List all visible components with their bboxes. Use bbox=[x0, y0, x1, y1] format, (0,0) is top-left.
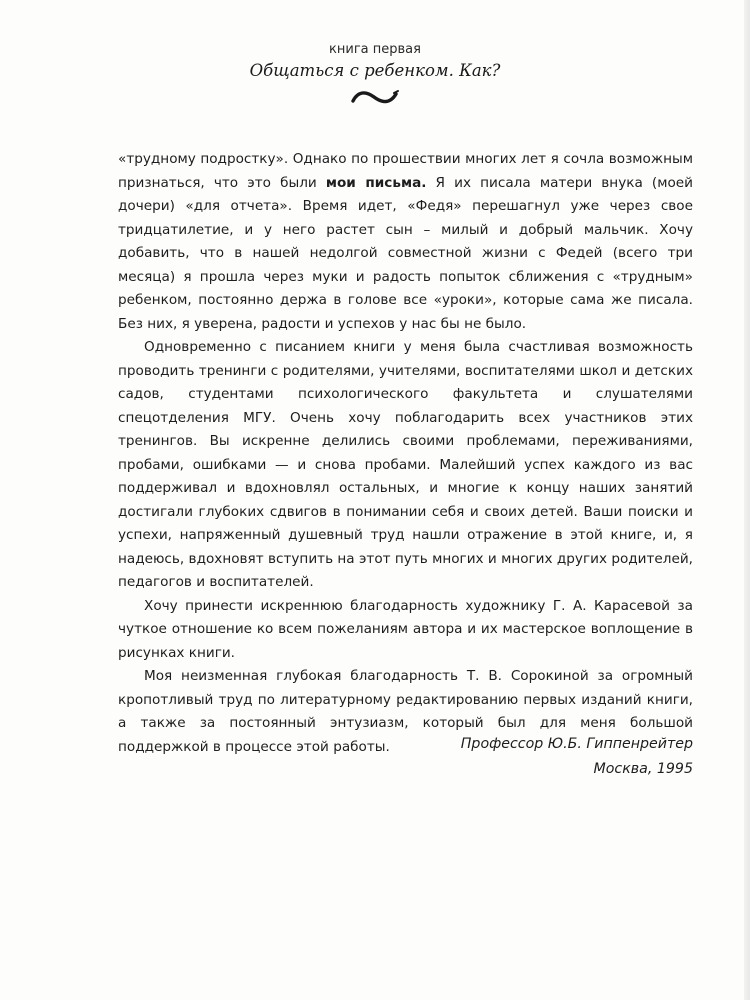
tilde-swash-ornament-icon bbox=[349, 88, 401, 108]
author-signature: Профессор Ю.Б. Гиппенрейтер bbox=[460, 736, 693, 752]
book-part-label: книга первая bbox=[329, 42, 421, 57]
running-header bbox=[0, 41, 750, 108]
paragraph-3: Хочу принести искреннюю благодарность художнику Г. А. Карасевой за чуткое отношение ко всем пожеланиям автора и их мастерское воплощение в рисунках книги. bbox=[118, 597, 693, 661]
paragraph-1 bbox=[118, 148, 693, 336]
emphasis-my-letters: мои письма. bbox=[325, 174, 427, 191]
paragraph-1-rest: Я их писала матери внука (моей дочери) «для отчета». Время идет, «Федя» перешагнул уже через свое тридцатилетие, и у него растет сын – милый и добрый мальчик. Хочу добавить, что в нашей недолгой совместной жизни с Федей (всего три месяца) я прошла через муки и радость попыток сближения с «трудным» ребенком, постоянно держа в голове все «уроки», которые сама же писала. Без них, я уверена, радости и успехов у нас бы не было. bbox=[118, 174, 693, 332]
paragraph-4: Моя неизменная глубокая благодарность Т. В. Сорокиной за огромный кропотливый труд по литературному редактированию первых изданий книги, а также за постоянный энтузиазм, который был для меня большой поддержкой в процессе этой работы. bbox=[118, 668, 693, 755]
book-title: Общаться с ребенком. Как? bbox=[249, 61, 501, 80]
page-edge-shadow bbox=[744, 0, 750, 1000]
signature-block bbox=[118, 732, 693, 782]
place-and-year: Москва, 1995 bbox=[593, 761, 693, 777]
paragraph-1-lead: «трудному подростку». Однако по прошествии многих лет я сочла возможным признаться, что это были bbox=[118, 151, 693, 191]
paragraph-2: Одновременно с писанием книги у меня была счастливая возможность проводить тренинги с родителями, учителями, воспитателями школ и детских садов, студентами психологического факультета и слушателями спецотделения МГУ. Очень хочу поблагодарить всех участников этих тренингов. Вы искренне делились своими проблемами, переживаниями, пробами, ошибками — и снова пробами. Малейший успех каждого из вас поддерживал и вдохновлял остальных, и многие к концу наших занятий достигали глубоких сдвигов в понимании себя и своих детей. Ваши поиски и успехи, напряженный душевный труд нашли отражение в этой книге, и, я надеюсь, вдохновят вступить на этот путь многих и многих других родителей, педагогов и воспитателей. bbox=[118, 339, 693, 590]
body-text bbox=[118, 148, 693, 759]
